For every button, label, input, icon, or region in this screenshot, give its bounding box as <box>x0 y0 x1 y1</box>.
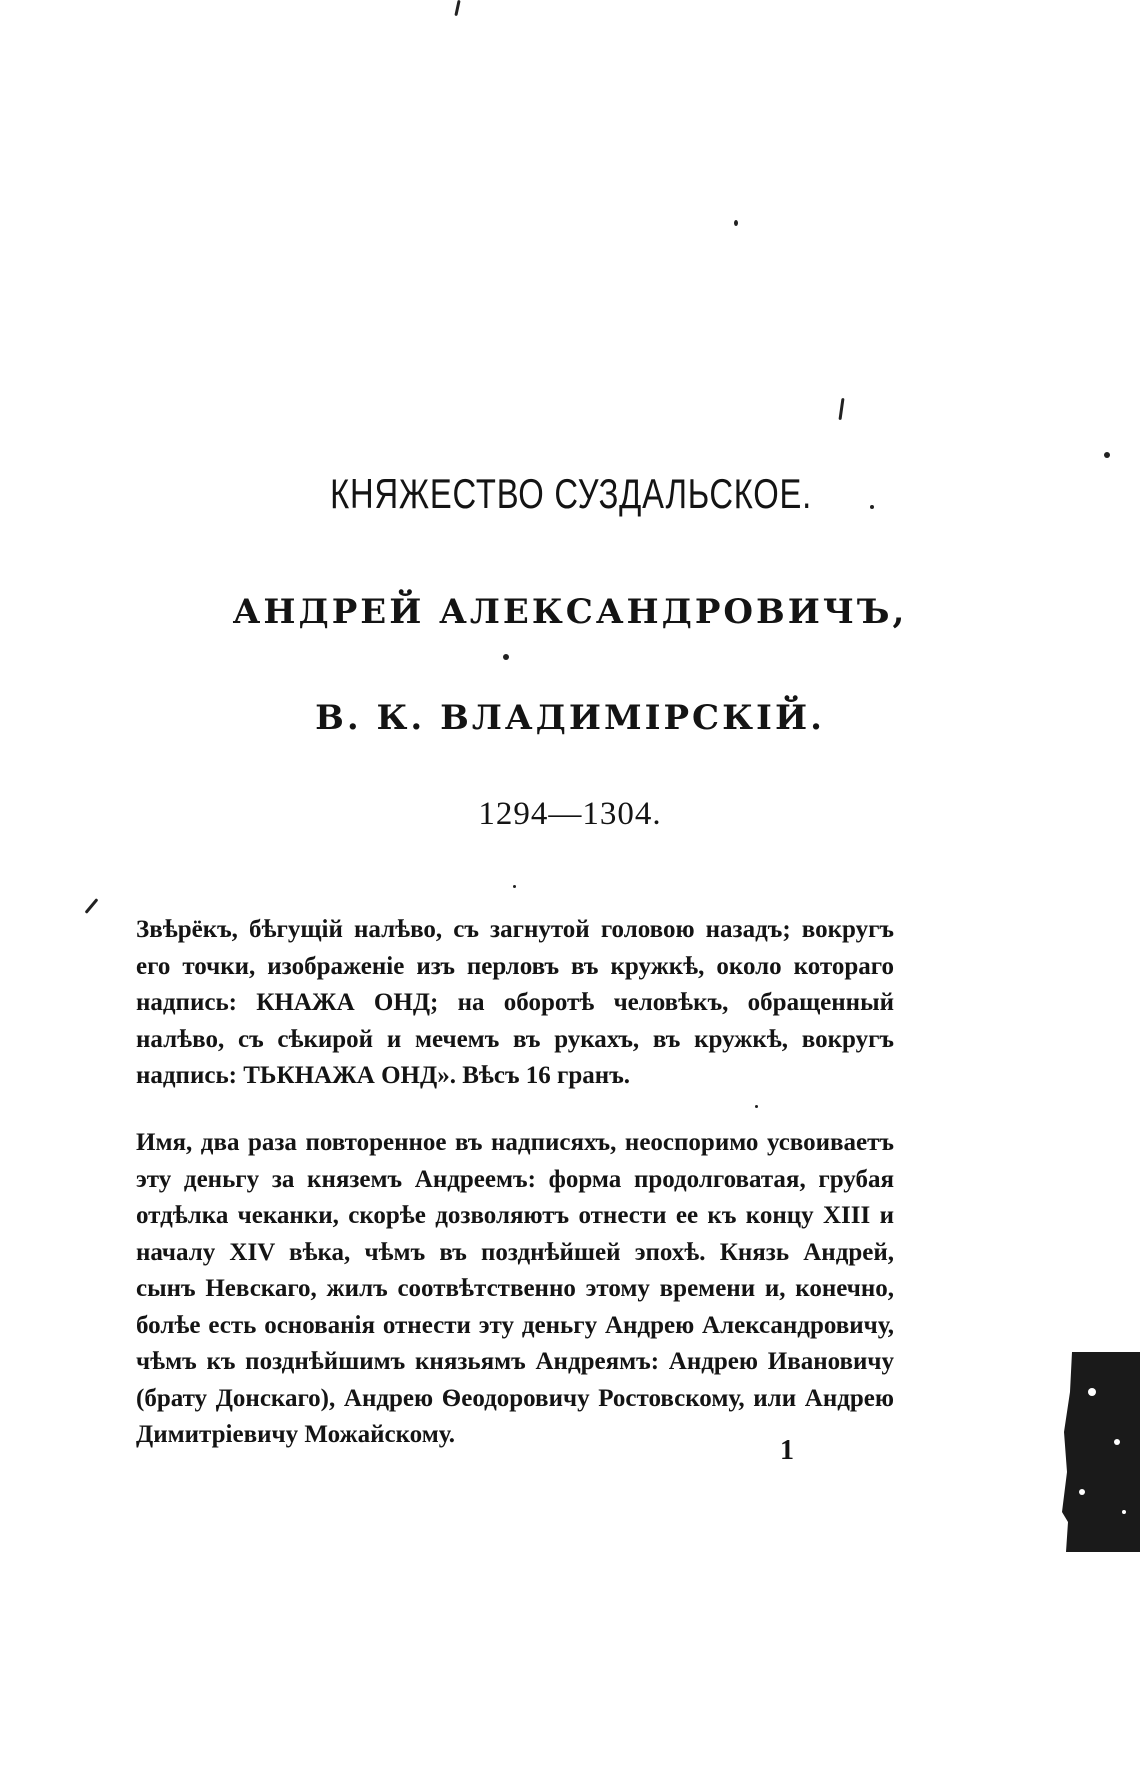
scan-speck <box>454 0 460 16</box>
reign-years: 1294—1304. <box>478 796 662 832</box>
page-number: 1 <box>780 1435 794 1466</box>
scan-speck <box>734 220 738 226</box>
ruler-name-heading: АНДРЕЙ АЛЕКСАНДРОВИЧЪ, <box>232 592 908 632</box>
scan-speck <box>503 654 509 660</box>
scan-speck <box>85 898 99 914</box>
coin-description-paragraph: Звѣрёкъ, бѣгущій налѣво, съ загнутой головою назадъ; вокругъ его точки, изображеніе изъ перловъ въ кружкѣ, около котораго надпись: КНАЖА ОНД; на оборотѣ человѣкъ, обращенный налѣво, съ сѣкирой и мечемъ въ рукахъ, въ кружкѣ, вокругъ надпись: ТЬКНАЖА ОНД». Вѣсъ 16 гранъ. <box>136 916 894 1089</box>
ruler-title-heading: В. К. ВЛАДИМІРСКІЙ. <box>315 698 825 738</box>
scan-speck <box>870 505 874 509</box>
scan-speck <box>755 1105 758 1108</box>
scan-speck <box>513 885 516 888</box>
scan-edge-artifact <box>1062 1352 1140 1552</box>
scan-speck <box>838 398 844 420</box>
principality-heading: КНЯЖЕСТВО СУЗДАЛЬСКОЕ. <box>330 470 813 517</box>
scan-speck <box>1104 452 1110 458</box>
attribution-paragraph: Имя, два раза повторенное въ надписяхъ, неоспоримо усвоиваетъ эту деньгу за княземъ Андреемъ: форма продолговатая, грубая отдѣлка чеканки, скорѣе дозволяютъ отнести ее къ концу XIII и началу XIV вѣка, чѣмъ въ позднѣйшей эпохѣ. Князь Андрей, сынъ Невскаго, жилъ соотвѣтственно этому времени и, конечно, болѣе есть основанія отнести эту деньгу Андрею Александровичу, чѣмъ къ позднѣйшимъ князьямъ Андреямъ: Андрею Ивановичу (брату Донскаго), Андрею Ѳеодоровичу Ростовскому, или Андрею Димитріевичу Можайскому. <box>136 1129 894 1448</box>
